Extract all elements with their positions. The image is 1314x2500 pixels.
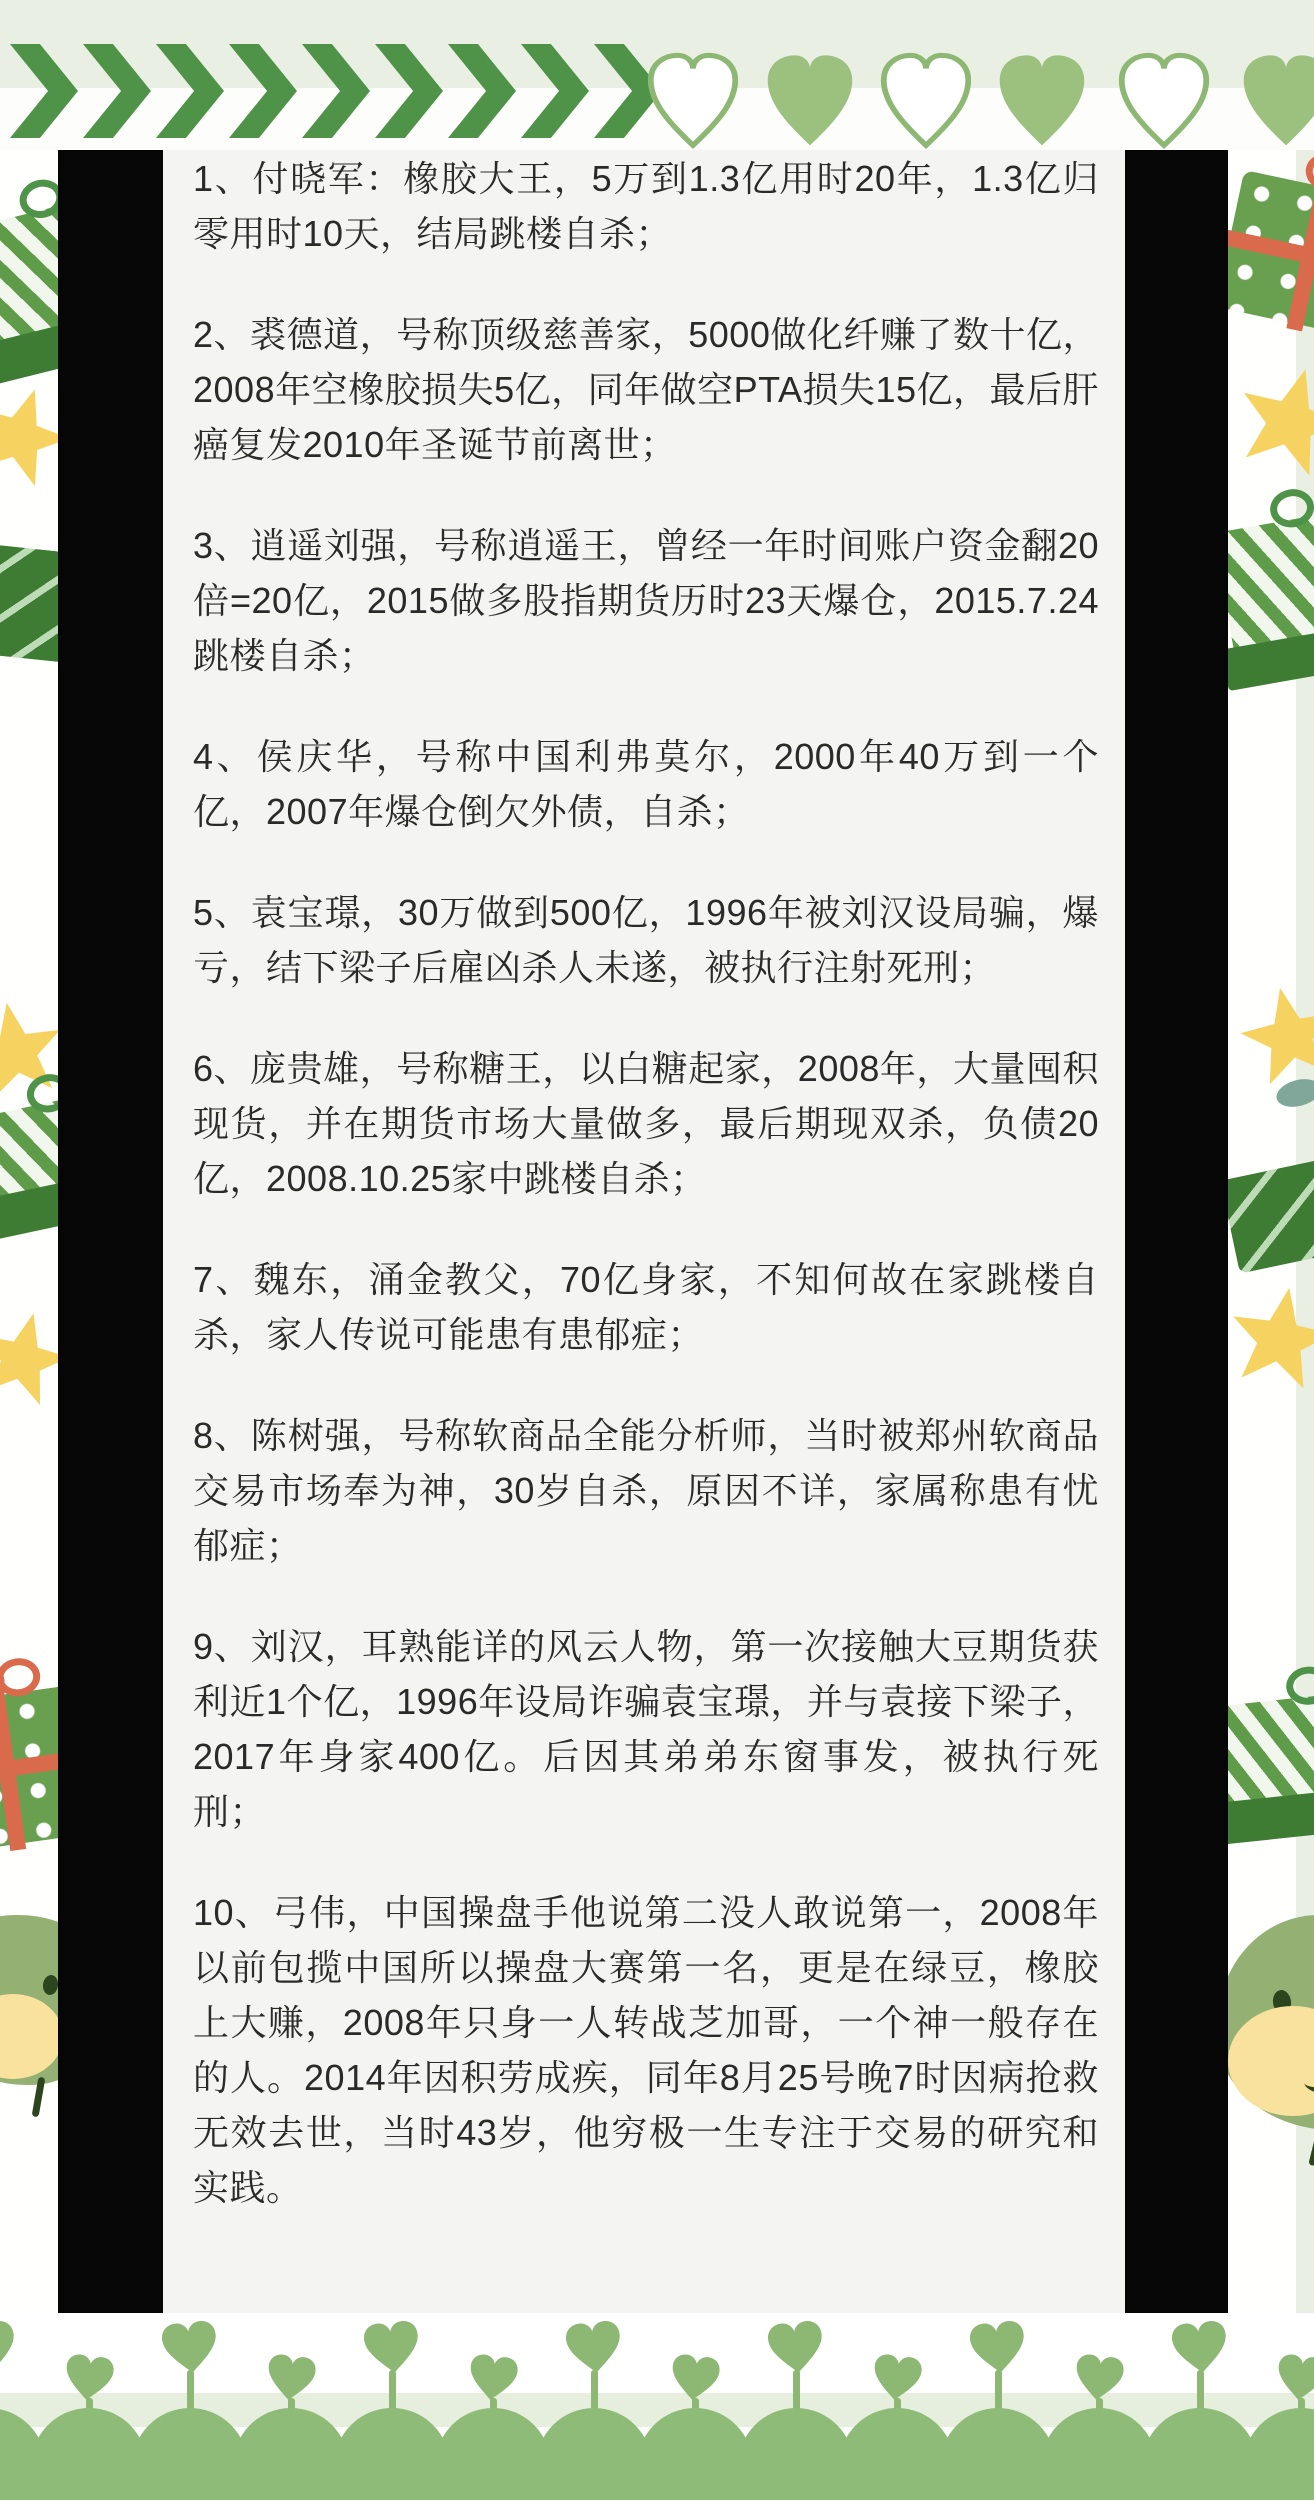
chevron-icon: [521, 44, 589, 138]
chevron-icon: [229, 44, 297, 138]
left-black-bar: [58, 135, 163, 2313]
gift-dark-icon: [0, 536, 58, 663]
heart-outline-icon: [645, 52, 741, 150]
heart-outline-icon: [878, 52, 974, 150]
chevron-icon: [448, 44, 516, 138]
chevron-icon: [10, 44, 78, 138]
star-icon: [0, 1300, 58, 1415]
sprout-heart-icon: [1270, 2350, 1314, 2407]
green-mascot-icon: [0, 1915, 58, 2085]
right-border-strip: [1228, 135, 1314, 2313]
chevron-icon: [302, 44, 370, 138]
star-icon: [0, 372, 58, 498]
heart-filled-icon: [1238, 52, 1314, 150]
right-black-bar: [1125, 135, 1228, 2313]
gift-striped-icon: [0, 1096, 58, 1228]
list-item: 6、庞贵雄，号称糖王，以白糖起家，2008年，大量囤积现货，并在期货市场大量做多，最后期现双杀，负债20亿，2008.10.25家中跳楼自杀；: [193, 1048, 1099, 1199]
green-mascot-icon: [1228, 1915, 1314, 2130]
top-border-band: [0, 0, 1314, 150]
list-item: 8、陈树强，号称软商品全能分析师，当时被郑州软商品交易市场奉为神，30岁自杀，原因不详，家属称患有忧郁症；: [193, 1415, 1099, 1566]
sprout-heart-icon: [0, 2316, 23, 2380]
list-item: 1、付晓军：橡胶大王，5万到1.3亿用时20年，1.3亿归零用时10天，结局跳楼自杀；: [193, 158, 1099, 254]
list-item: 9、刘汉，耳熟能详的风云人物，第一次接触大豆期货获利近1个亿，1996年设局诈骗袁宝璟，并与袁接下梁子，2017年身家400亿。后因其弟弟东窗事发，被执行死刑；: [193, 1626, 1099, 1832]
heart-filled-icon: [994, 52, 1090, 150]
gift-striped-icon: [1228, 499, 1314, 662]
heart-outline-icon: [1116, 52, 1212, 150]
list-item: 2、裘德道，号称顶级慈善家，5000做化纤赚了数十亿，2008年空橡胶损失5亿，同年做空PTA损失15亿，最后肝癌复发2010年圣诞节前离世；: [193, 314, 1099, 465]
list-item: 4、侯庆华，号称中国利弗莫尔，2000年40万到一个亿，2007年爆仓倒欠外债，自杀；: [193, 736, 1099, 832]
bottom-border-band: [0, 2313, 1314, 2500]
chevron-icon: [83, 44, 151, 138]
gift-polka-red-ribbon-icon: [1228, 170, 1314, 340]
chevron-icon: [156, 44, 224, 138]
chevron-icon: [375, 44, 443, 138]
list-item: 3、逍遥刘强，号称逍遥王，曾经一年时间账户资金翻20倍=20亿，2015做多股指期货历时23天爆仓，2015.7.24跳楼自杀；: [193, 525, 1099, 676]
text-panel: [163, 135, 1125, 2313]
hills: [0, 2463, 1314, 2500]
gift-striped-icon: [1228, 1684, 1314, 1815]
gift-polka-red-ribbon-icon: [0, 1685, 58, 1856]
heart-filled-icon: [762, 52, 858, 150]
gift-striped-icon: [0, 203, 58, 378]
list-item: 10、弓伟，中国操盘手他说第二没人敢说第一，2008年以前包揽中国所以操盘大赛第一名，更是在绿豆，橡胶上大赚，2008年只身一人转战芝加哥，一个神一般存在的人。2014年因积劳成疾，同年8月25号晚7时因病抢救无效去世，当时43岁，他穷极一生专注于交易的研究和实践。: [193, 1892, 1099, 2208]
list-item: 5、袁宝璟，30万做到500亿，1996年被刘汉设局骗，爆亏，结下梁子后雇凶杀人未遂，被执行注射死刑；: [193, 892, 1099, 988]
left-border-strip: [0, 135, 58, 2313]
list-item: 7、魏东，涌金教父，70亿身家，不知何故在家跳楼自杀，家人传说可能患有患郁症；: [193, 1259, 1099, 1355]
